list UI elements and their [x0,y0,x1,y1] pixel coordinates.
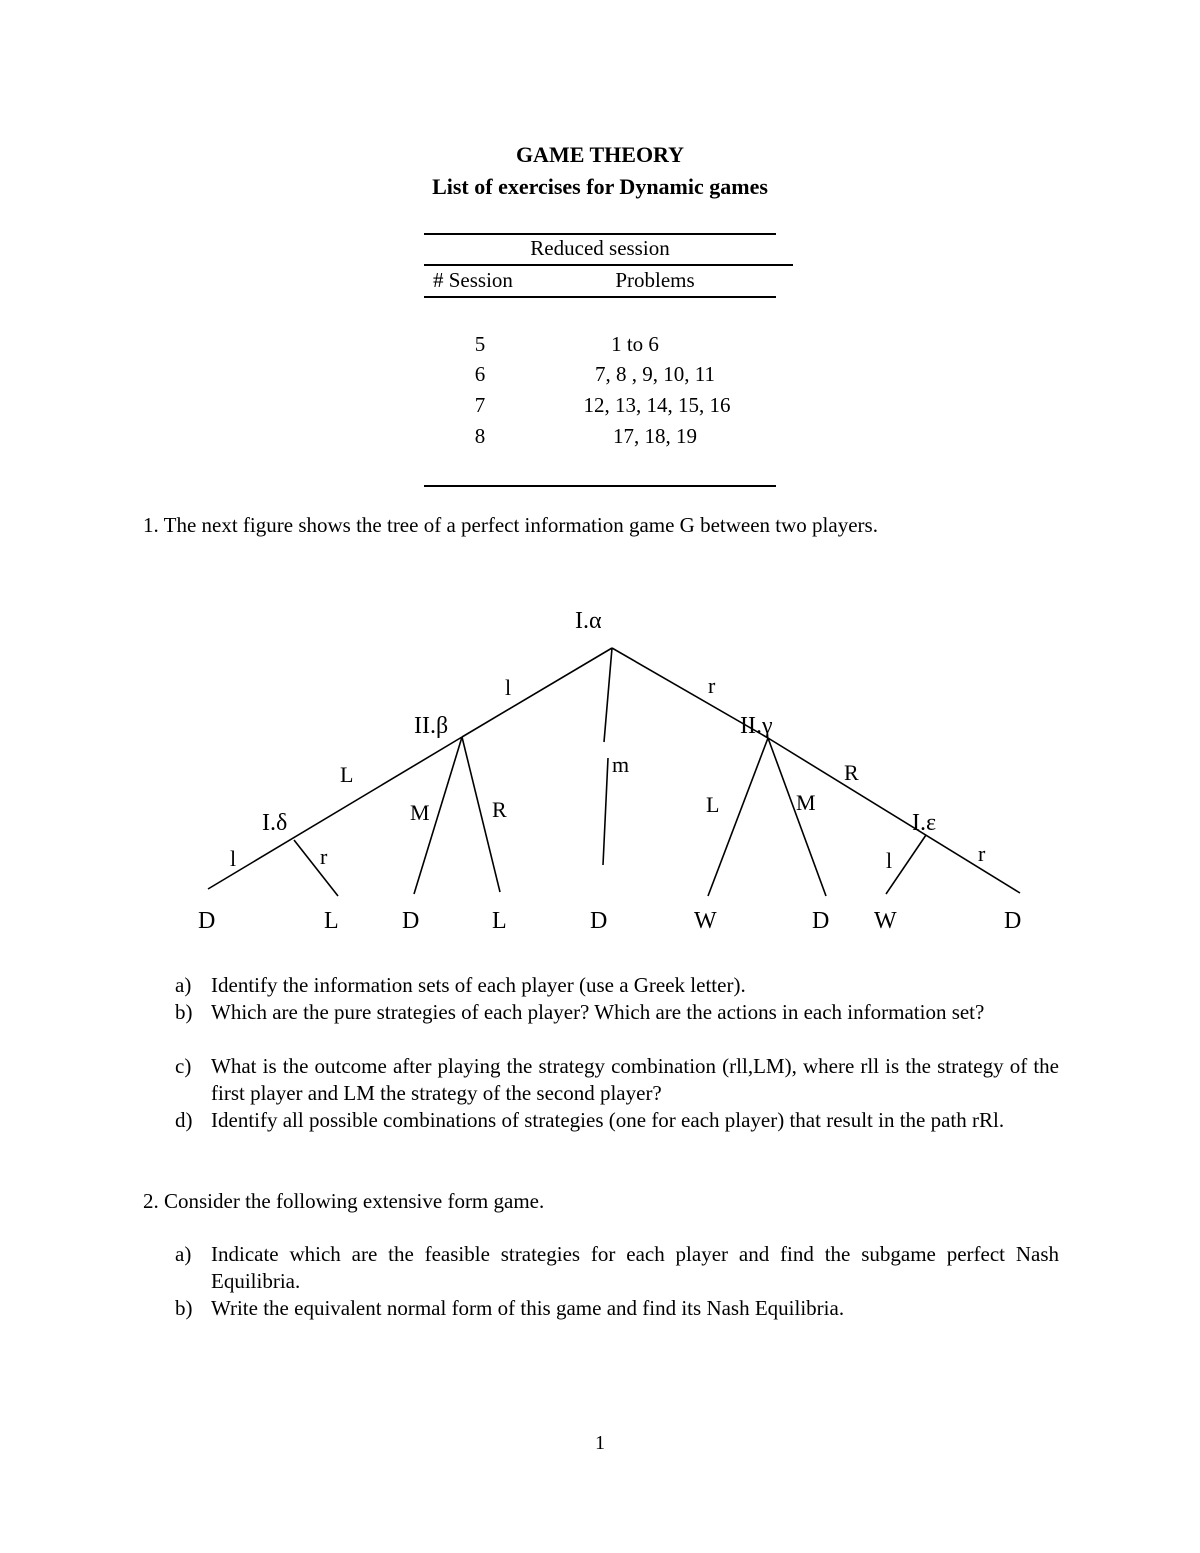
edge-delta-r [294,840,338,896]
tree-outcome-labels [198,908,1021,934]
page-number: 1 [595,1432,605,1454]
node-label-beta: II.β [414,713,449,739]
problem-2-intro: 2. Consider the following extensive form game. [143,1189,545,1213]
action-label: M [410,800,430,825]
node-label-alpha: I.α [575,608,602,634]
table-cell-problems: 7, 8 , 9, 10, 11 [595,362,715,386]
outcome-label: D [1004,908,1022,934]
question-label: c) [175,1054,192,1078]
question-text: What is the outcome after playing the strategy combination (rll,LM), where rll is the strategy of the first player and LM the strategy of the second player? [211,1054,1059,1105]
edge-root-m-lower [603,758,608,865]
question-text: Indicate which are the feasible strategies for each player and find the subgame perfect Nash Equilibria. [211,1242,1059,1293]
action-label: L [706,792,720,817]
question-label: b) [175,1296,193,1320]
question-text: Write the equivalent normal form of this game and find its Nash Equilibria. [211,1296,845,1320]
outcome-label: L [492,908,507,934]
table-cell-problems: 12, 13, 14, 15, 16 [583,393,731,417]
action-label: r [708,673,716,698]
edge-gamma-M [768,738,826,896]
table-cell-session: 6 [474,362,486,386]
edge-root-l [462,648,612,737]
table-cell-session: 5 [474,332,486,356]
tree-node-labels [262,608,936,836]
question-text: Which are the pure strategies of each player? Which are the actions in each information set? [211,1000,985,1024]
question-label: a) [175,1242,192,1266]
action-label: r [320,844,328,869]
action-label: r [978,841,986,866]
action-label: l [230,846,237,871]
action-label: m [612,752,630,777]
document-title: GAME THEORY [515,142,685,167]
question-label: d) [175,1108,193,1132]
outcome-label: D [198,908,216,934]
action-label: R [844,760,859,785]
outcome-label: W [874,908,897,934]
problem-1-intro: 1. The next figure shows the tree of a perfect information game G between two players. [143,513,878,537]
action-label: l [886,848,893,873]
document-subtitle: List of exercises for Dynamic games [432,174,768,199]
outcome-label: D [590,908,608,934]
table-cell-session: 7 [474,393,486,417]
edge-root-m-upper [604,648,612,742]
table-caption: Reduced session [530,236,670,260]
node-label-delta: I.δ [262,810,288,836]
table-cell-session: 8 [474,424,486,448]
question-text: Identify all possible combinations of strategies (one for each player) that result in the path rRl. [211,1108,1005,1132]
column-header-session: # Session [433,268,513,292]
outcome-label: W [694,908,717,934]
edge-gamma-R [768,738,1020,893]
outcome-label: L [324,908,339,934]
outcome-label: D [812,908,830,934]
action-label: L [340,762,354,787]
node-label-epsilon: I.ε [912,810,937,836]
action-label: M [796,790,816,815]
action-label: l [505,675,512,700]
node-label-gamma: II.γ [740,713,773,739]
question-label: b) [175,1000,193,1024]
outcome-label: D [402,908,420,934]
edge-gamma-L [708,738,768,896]
question-label: a) [175,973,192,997]
table-cell-problems: 17, 18, 19 [613,424,697,448]
column-header-problems: Problems [615,268,695,292]
table-cell-problems: 1 to 6 [611,332,659,356]
question-text: Identify the information sets of each player (use a Greek letter). [211,973,746,997]
action-label: R [492,797,507,822]
